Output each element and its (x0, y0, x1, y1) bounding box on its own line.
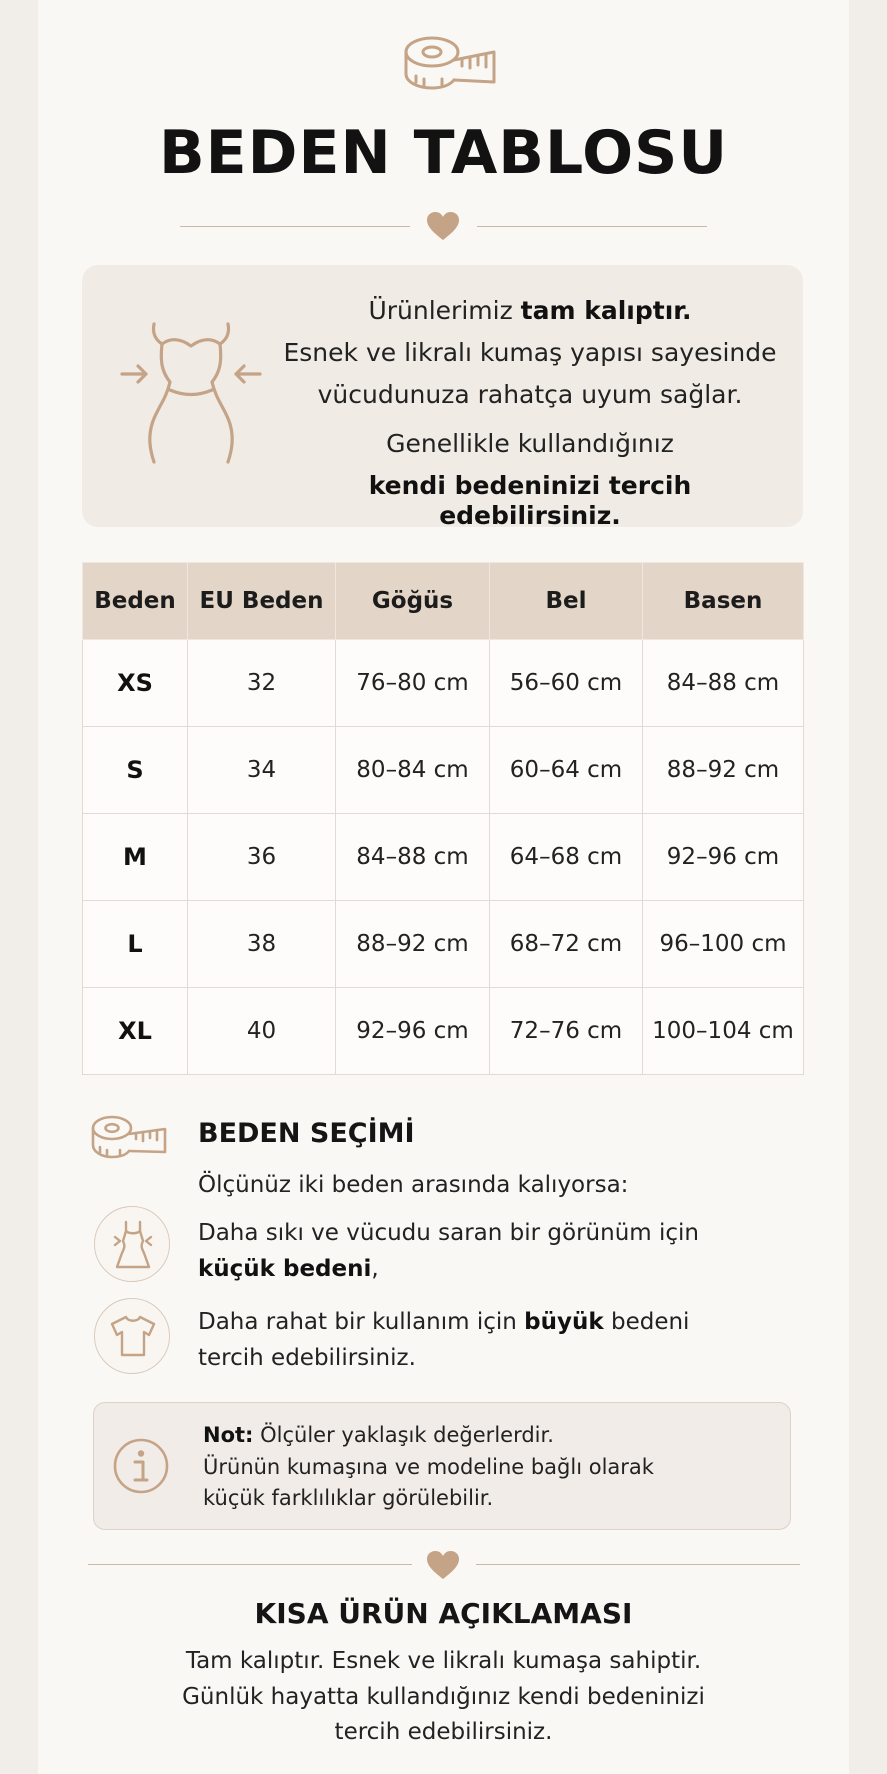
table-row (83, 727, 804, 814)
table-cell: 68–72 cm (490, 901, 643, 988)
page-title: BEDEN TABLOSU (158, 118, 729, 188)
table-cell: L (83, 901, 188, 988)
dress-icon (111, 1219, 155, 1271)
table-cell: 96–100 cm (643, 901, 804, 988)
small-size-line-1: Daha sıkı ve vücudu saran bir görünüm için (198, 1220, 700, 1246)
small-size-line-2: küçük bedeni, (198, 1255, 379, 1282)
table-cell: 80–84 cm (336, 727, 490, 814)
footer-line-2: Günlük hayatta kullandığınız kendi bedeninizi (182, 1683, 705, 1710)
table-row (83, 640, 804, 727)
table-cell: 92–96 cm (643, 814, 804, 901)
measuring-tape-icon (90, 1112, 168, 1164)
intro-line-4: Genellikle kullandığınız (386, 429, 674, 458)
table-header-row (83, 563, 804, 640)
footer-text (0, 1644, 887, 1751)
divider-right (476, 1564, 800, 1565)
intro-line-2: Esnek ve likralı kumaş yapısı sayesinde (283, 338, 777, 367)
table-header-cell: Bel (490, 563, 643, 640)
table-row (83, 814, 804, 901)
footer-title: KISA ÜRÜN AÇIKLAMASI (254, 1597, 633, 1630)
small-size-text (198, 1216, 699, 1287)
table-cell: 88–92 cm (336, 901, 490, 988)
intro-line-1: Ürünlerimiz tam kalıptır. (368, 296, 692, 325)
intro-line-5: kendi bedeninizi tercih edebilirsiniz. (368, 471, 692, 530)
table-cell: 60–64 cm (490, 727, 643, 814)
table-cell: 38 (188, 901, 336, 988)
tshirt-icon (108, 1313, 158, 1359)
note-line-3: küçük farklılıklar görülebilir. (203, 1486, 494, 1510)
table-cell: 84–88 cm (643, 640, 804, 727)
table-cell: XS (83, 640, 188, 727)
table-cell: 64–68 cm (490, 814, 643, 901)
large-size-text (198, 1305, 689, 1376)
footer-line-3: tercih edebilirsiniz. (334, 1719, 553, 1746)
large-size-line-2: tercih edebilirsiniz. (198, 1344, 416, 1371)
table-cell: 76–80 cm (336, 640, 490, 727)
table-cell: 36 (188, 814, 336, 901)
table-cell: 84–88 cm (336, 814, 490, 901)
table-cell: 72–76 cm (490, 988, 643, 1075)
note-line-1: Not: Ölçüler yaklaşık değerlerdir. (203, 1423, 554, 1447)
table-cell: 100–104 cm (643, 988, 804, 1075)
table-header-cell: Beden (83, 563, 188, 640)
divider-right (477, 226, 707, 227)
table-cell: 32 (188, 640, 336, 727)
table-cell: 34 (188, 727, 336, 814)
large-size-line-1: Daha rahat bir kullanım için büyük bedeni (198, 1309, 690, 1335)
size-table (82, 562, 804, 1075)
divider-left (180, 226, 410, 227)
selection-intro: Ölçünüz iki beden arasında kalıyorsa: (198, 1172, 629, 1198)
table-cell: M (83, 814, 188, 901)
table-cell: XL (83, 988, 188, 1075)
footer-line-1: Tam kalıptır. Esnek ve likralı kumaşa sahiptir. (185, 1648, 702, 1674)
table-header-cell: Basen (643, 563, 804, 640)
dress-icon-circle (94, 1206, 170, 1282)
table-row (83, 988, 804, 1075)
heart-icon (426, 1550, 460, 1580)
measuring-tape-icon (402, 30, 498, 98)
table-header-cell: EU Beden (188, 563, 336, 640)
table-row (83, 901, 804, 988)
body-shape-icon (116, 320, 266, 465)
table-cell: 88–92 cm (643, 727, 804, 814)
table-cell: 56–60 cm (490, 640, 643, 727)
table-cell: S (83, 727, 188, 814)
table-header-cell: Göğüs (336, 563, 490, 640)
note-text (203, 1420, 654, 1515)
selection-title: BEDEN SEÇİMİ (198, 1118, 415, 1149)
note-line-2: Ürünün kumaşına ve modeline bağlı olarak (203, 1454, 654, 1479)
tshirt-icon-circle (94, 1298, 170, 1374)
table-cell: 40 (188, 988, 336, 1075)
heart-icon (426, 211, 460, 241)
table-cell: 92–96 cm (336, 988, 490, 1075)
intro-line-3: vücudunuza rahatça uyum sağlar. (317, 380, 743, 409)
info-icon (111, 1436, 171, 1496)
divider-left (88, 1564, 412, 1565)
